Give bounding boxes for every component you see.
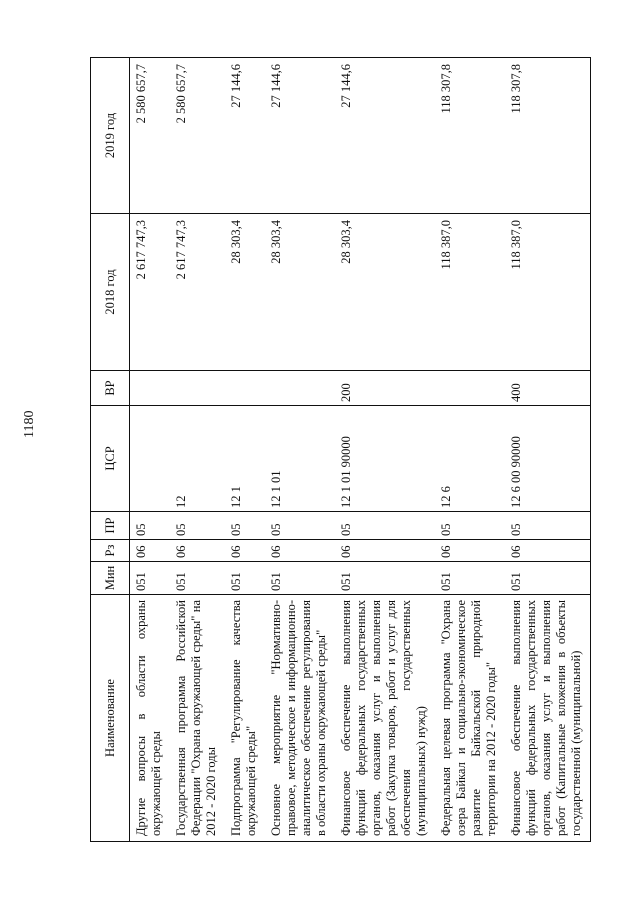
row-name: Финансовое обеспечение выполнения функций федеральных государственных органов, оказания услуг и выполнения работ (Капитальные вложения в объекты государственной (муниципальной): [505, 595, 591, 842]
header-csr: ЦСР: [91, 406, 130, 512]
row-2019: 27 144,6: [225, 58, 265, 214]
row-csr: 12 1 01 90000: [335, 406, 435, 512]
row-pr: 05: [170, 512, 225, 540]
table-row: [170, 58, 225, 842]
row-csr: 12 6: [435, 406, 505, 512]
header-pr: ПР: [91, 512, 130, 540]
row-csr: 12 6 00 90000: [505, 406, 591, 512]
row-2018: 28 303,4: [335, 214, 435, 371]
header-name: Наименование: [91, 595, 130, 842]
row-2018: 28 303,4: [265, 214, 335, 371]
row-vr: [265, 371, 335, 406]
row-min: 051: [265, 562, 335, 595]
table-header-row: [91, 58, 130, 842]
row-min: 051: [130, 562, 171, 595]
row-csr: 12 1 01: [265, 406, 335, 512]
row-vr: [435, 371, 505, 406]
row-min: 051: [435, 562, 505, 595]
row-2019: 118 307,8: [435, 58, 505, 214]
row-vr: 200: [335, 371, 435, 406]
row-pr: 05: [335, 512, 435, 540]
table-row: [505, 58, 591, 842]
row-csr: 12 1: [225, 406, 265, 512]
row-rz: 06: [335, 540, 435, 562]
table-row: [265, 58, 335, 842]
row-rz: 06: [435, 540, 505, 562]
row-rz: 06: [170, 540, 225, 562]
table-row: [130, 58, 171, 842]
row-name: Финансовое обеспечение выполнения функций федеральных государственных органов, оказания услуг и выполнения работ (Закупка товаров, работ и услуг для обеспечения государственных (муниципальных) нужд): [335, 595, 435, 842]
row-2019: 118 307,8: [505, 58, 591, 214]
row-2018: 118 387,0: [435, 214, 505, 371]
row-pr: 05: [130, 512, 171, 540]
row-2018: 28 303,4: [225, 214, 265, 371]
row-2018: 2 617 747,3: [130, 214, 171, 371]
row-min: 051: [335, 562, 435, 595]
row-vr: [130, 371, 171, 406]
row-pr: 05: [225, 512, 265, 540]
header-rz: Рз: [91, 540, 130, 562]
row-2018: 2 617 747,3: [170, 214, 225, 371]
budget-table: [90, 57, 591, 842]
row-2019: 2 580 657,7: [130, 58, 171, 214]
row-min: 051: [170, 562, 225, 595]
row-vr: 400: [505, 371, 591, 406]
row-2019: 2 580 657,7: [170, 58, 225, 214]
header-min: Мин: [91, 562, 130, 595]
row-vr: [170, 371, 225, 406]
row-name: Подпрограмма "Регулирование качества окружающей среды": [225, 595, 265, 842]
row-csr: [130, 406, 171, 512]
row-name: Федеральная целевая программа "Охрана озера Байкал и социально-экономическое развитие Байкальской природной территории на 2012 - 2020 годы": [435, 595, 505, 842]
row-pr: 05: [505, 512, 591, 540]
row-2018: 118 387,0: [505, 214, 591, 371]
table-row: [435, 58, 505, 842]
row-name: Государственная программа Российской Федерации "Охрана окружающей среды" на 2012 - 2020 годы: [170, 595, 225, 842]
row-2019: 27 144,6: [265, 58, 335, 214]
row-pr: 05: [265, 512, 335, 540]
row-pr: 05: [435, 512, 505, 540]
row-rz: 06: [265, 540, 335, 562]
header-2018: 2018 год: [91, 214, 130, 371]
header-2019: 2019 год: [91, 58, 130, 214]
row-rz: 06: [505, 540, 591, 562]
row-rz: 06: [130, 540, 171, 562]
row-name: Другие вопросы в области охраны окружающей среды: [130, 595, 171, 842]
row-vr: [225, 371, 265, 406]
row-min: 051: [505, 562, 591, 595]
row-csr: 12: [170, 406, 225, 512]
row-rz: 06: [225, 540, 265, 562]
row-2019: 27 144,6: [335, 58, 435, 214]
header-vr: ВР: [91, 371, 130, 406]
table-row: [335, 58, 435, 842]
row-name: Основное мероприятие "Нормативно-правовое, методическое и информационно-аналитическое обеспечение регулирования в области охраны окружающей среды": [265, 595, 335, 842]
budget-table-container: [90, 58, 599, 842]
table-row: [225, 58, 265, 842]
row-min: 051: [225, 562, 265, 595]
page-number: 1180: [22, 410, 37, 438]
